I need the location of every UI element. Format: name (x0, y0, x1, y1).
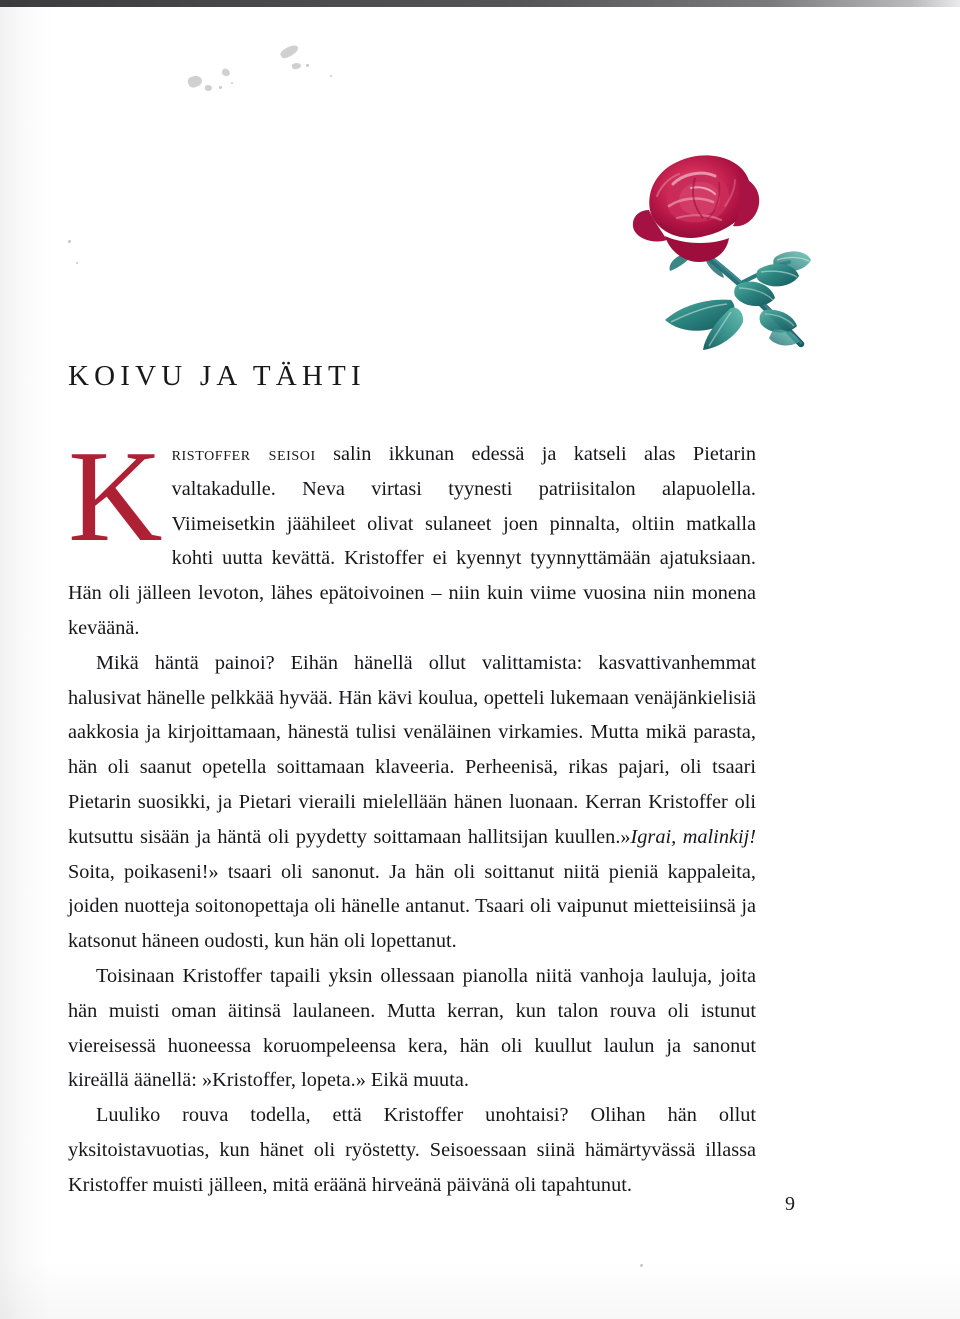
scan-speck (640, 1264, 643, 1267)
paragraph-1-text: salin ikkunan edessä ja katseli alas Pietarin valtakadulle. Neva virtasi tyynesti patriisitalon alapuolella. Viimeisetkin jäähileet olivat sulaneet joen pinnalta, oltiin matkalla kohti uutta kevättä. Kristoffer ei kyennyt tyynnyttämään ajatuksiaan. Hän oli jälleen levoton, lähes epätoivoinen – niin kuin viime vuosina niin monena keväänä. (68, 443, 756, 639)
scan-smudge (205, 85, 212, 91)
chapter-title: KOIVU JA TÄHTI (68, 360, 366, 393)
paragraph-4-text: Luuliko rouva todella, että Kristoffer unohtaisi? Olihan hän ollut yksitoistavuotias, kun hänet oli ryöstetty. Seisoessaan siinä hämärtyvässä illassa Kristoffer muisti jälleen, mitä eräänä hirveänä päivänä oli tapahtunut. (68, 1104, 756, 1196)
page-number: 9 (785, 1193, 795, 1215)
body-text-column (68, 424, 756, 1203)
rose-illustration (625, 148, 825, 353)
scan-top-edge-artifact (0, 0, 960, 7)
paragraph-2-text-after: tsaari oli sanonut. Ja hän oli soittanut niitä pieniä kappaleita, joiden nuotteja soitonopettaja oli hänelle antanut. Tsaari oli vaipunut mietteisiinsä ja katsonut häneen oudosti, kun hän oli lopettanut. (68, 860, 756, 953)
paragraph-2-text: Mikä häntä painoi? Eihän hänellä ollut valittamista: kasvattivanhemmat halusivat hänelle pelkkää hyvää. Hän kävi koulua, opetteli lukemaan venäjänkielisiä aakkosia ja kirjoittamaan, hänestä tulisi venäläinen virkamies. Mutta mikä parasta, hän oli saanut opetella soittamaan klaveeria. Perheenisä, rikas pajari, oli tsaari Pietarin suosikki, ja Pietari vieraili mielellään hänen luonaan. Kerran Kristoffer oli kutsuttu sisään ja häntä oli pyydetty soittamaan hallitsijan kuullen. (68, 651, 756, 848)
scan-smudge (279, 43, 300, 60)
scan-speck (76, 262, 78, 264)
scan-left-shadow (0, 7, 52, 1319)
paragraph-1 (68, 424, 756, 646)
paragraph-3 (68, 959, 756, 1098)
paragraph-2 (68, 646, 756, 959)
quote-rest: Soita, poikaseni!» (68, 860, 219, 883)
scan-speck (68, 240, 71, 243)
scan-speck (306, 64, 309, 67)
paragraph-3-text: Toisinaan Kristoffer tapaili yksin ollessaan pianolla niitä vanhoja lauluja, joita hän muisti oman äitinsä laulaneen. Mutta kerran, kun talon rouva oli istunut viereisessä huoneessa koruompeleensa kera, hän oli kuullut laulun ja sanonut kireällä äänellä: »Kristoffer, lopeta.» Eikä muuta. (68, 964, 756, 1092)
scan-bottom-shadow (0, 1259, 960, 1319)
paragraph-4 (68, 1098, 756, 1202)
scan-speck (231, 82, 233, 84)
dropcap-letter: K (68, 424, 163, 569)
quote-open-guillemet: » (620, 825, 631, 848)
scan-smudge (187, 74, 204, 89)
scan-smudge (221, 68, 231, 77)
scan-speck (330, 75, 332, 77)
scan-smudge (291, 62, 301, 70)
opening-smallcaps: ristoffer seisoi (171, 443, 316, 465)
russian-phrase-italic: Igrai, malinkij! (630, 825, 756, 848)
scan-speck (219, 86, 222, 89)
